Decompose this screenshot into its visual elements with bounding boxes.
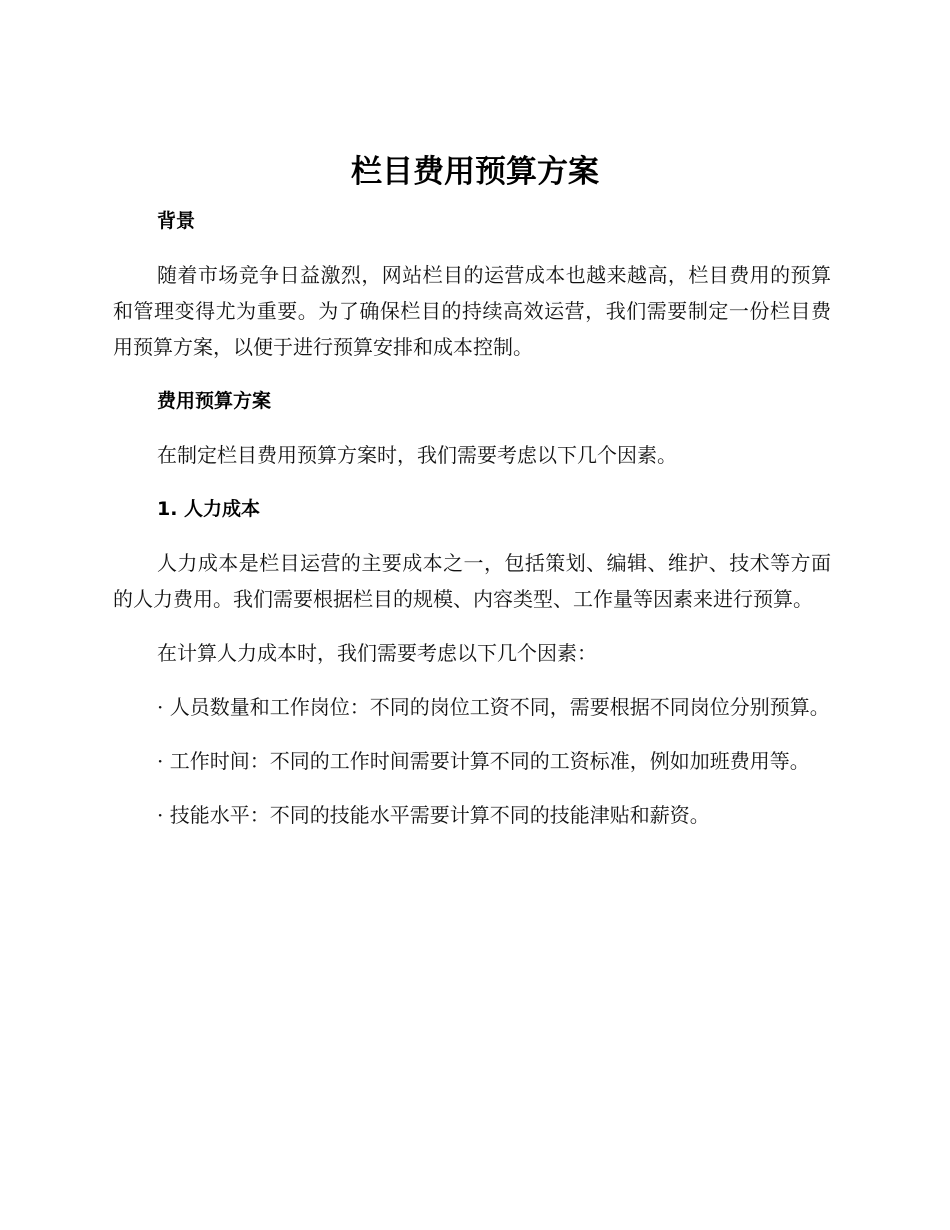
bullet-item-work-time: · 工作时间：不同的工作时间需要计算不同的工资标准，例如加班费用等。 — [157, 749, 810, 773]
document-title: 栏目费用预算方案 — [351, 154, 599, 190]
paragraph-background: 随着市场竞争日益激烈，网站栏目的运营成本也越来越高，栏目费用的预算和管理变得尤为重要。为了确保栏目的持续高效运营，我们需要制定一份栏目费用预算方案，以便于进行预算安排和成本控制。 — [113, 263, 831, 359]
document-body — [113, 203, 831, 851]
paragraph-labor-cost: 人力成本是栏目运营的主要成本之一，包括策划、编辑、维护、技术等方面的人力费用。我们需要根据栏目的规模、内容类型、工作量等因素来进行预算。 — [113, 551, 831, 611]
paragraph-labor-factors-intro: 在计算人力成本时，我们需要考虑以下几个因素： — [157, 641, 597, 665]
bullet-item-skill-level: · 技能水平：不同的技能水平需要计算不同的技能津贴和薪资。 — [157, 803, 710, 827]
section-heading-plan: 费用预算方案 — [157, 390, 272, 412]
section-heading-background: 背景 — [157, 210, 196, 232]
paragraph-plan-intro: 在制定栏目费用预算方案时，我们需要考虑以下几个因素。 — [157, 443, 677, 467]
section-heading-labor-cost: 1. 人力成本 — [157, 498, 261, 520]
bullet-item-staffing: · 人员数量和工作岗位：不同的岗位工资不同，需要根据不同岗位分别预算。 — [157, 695, 830, 719]
